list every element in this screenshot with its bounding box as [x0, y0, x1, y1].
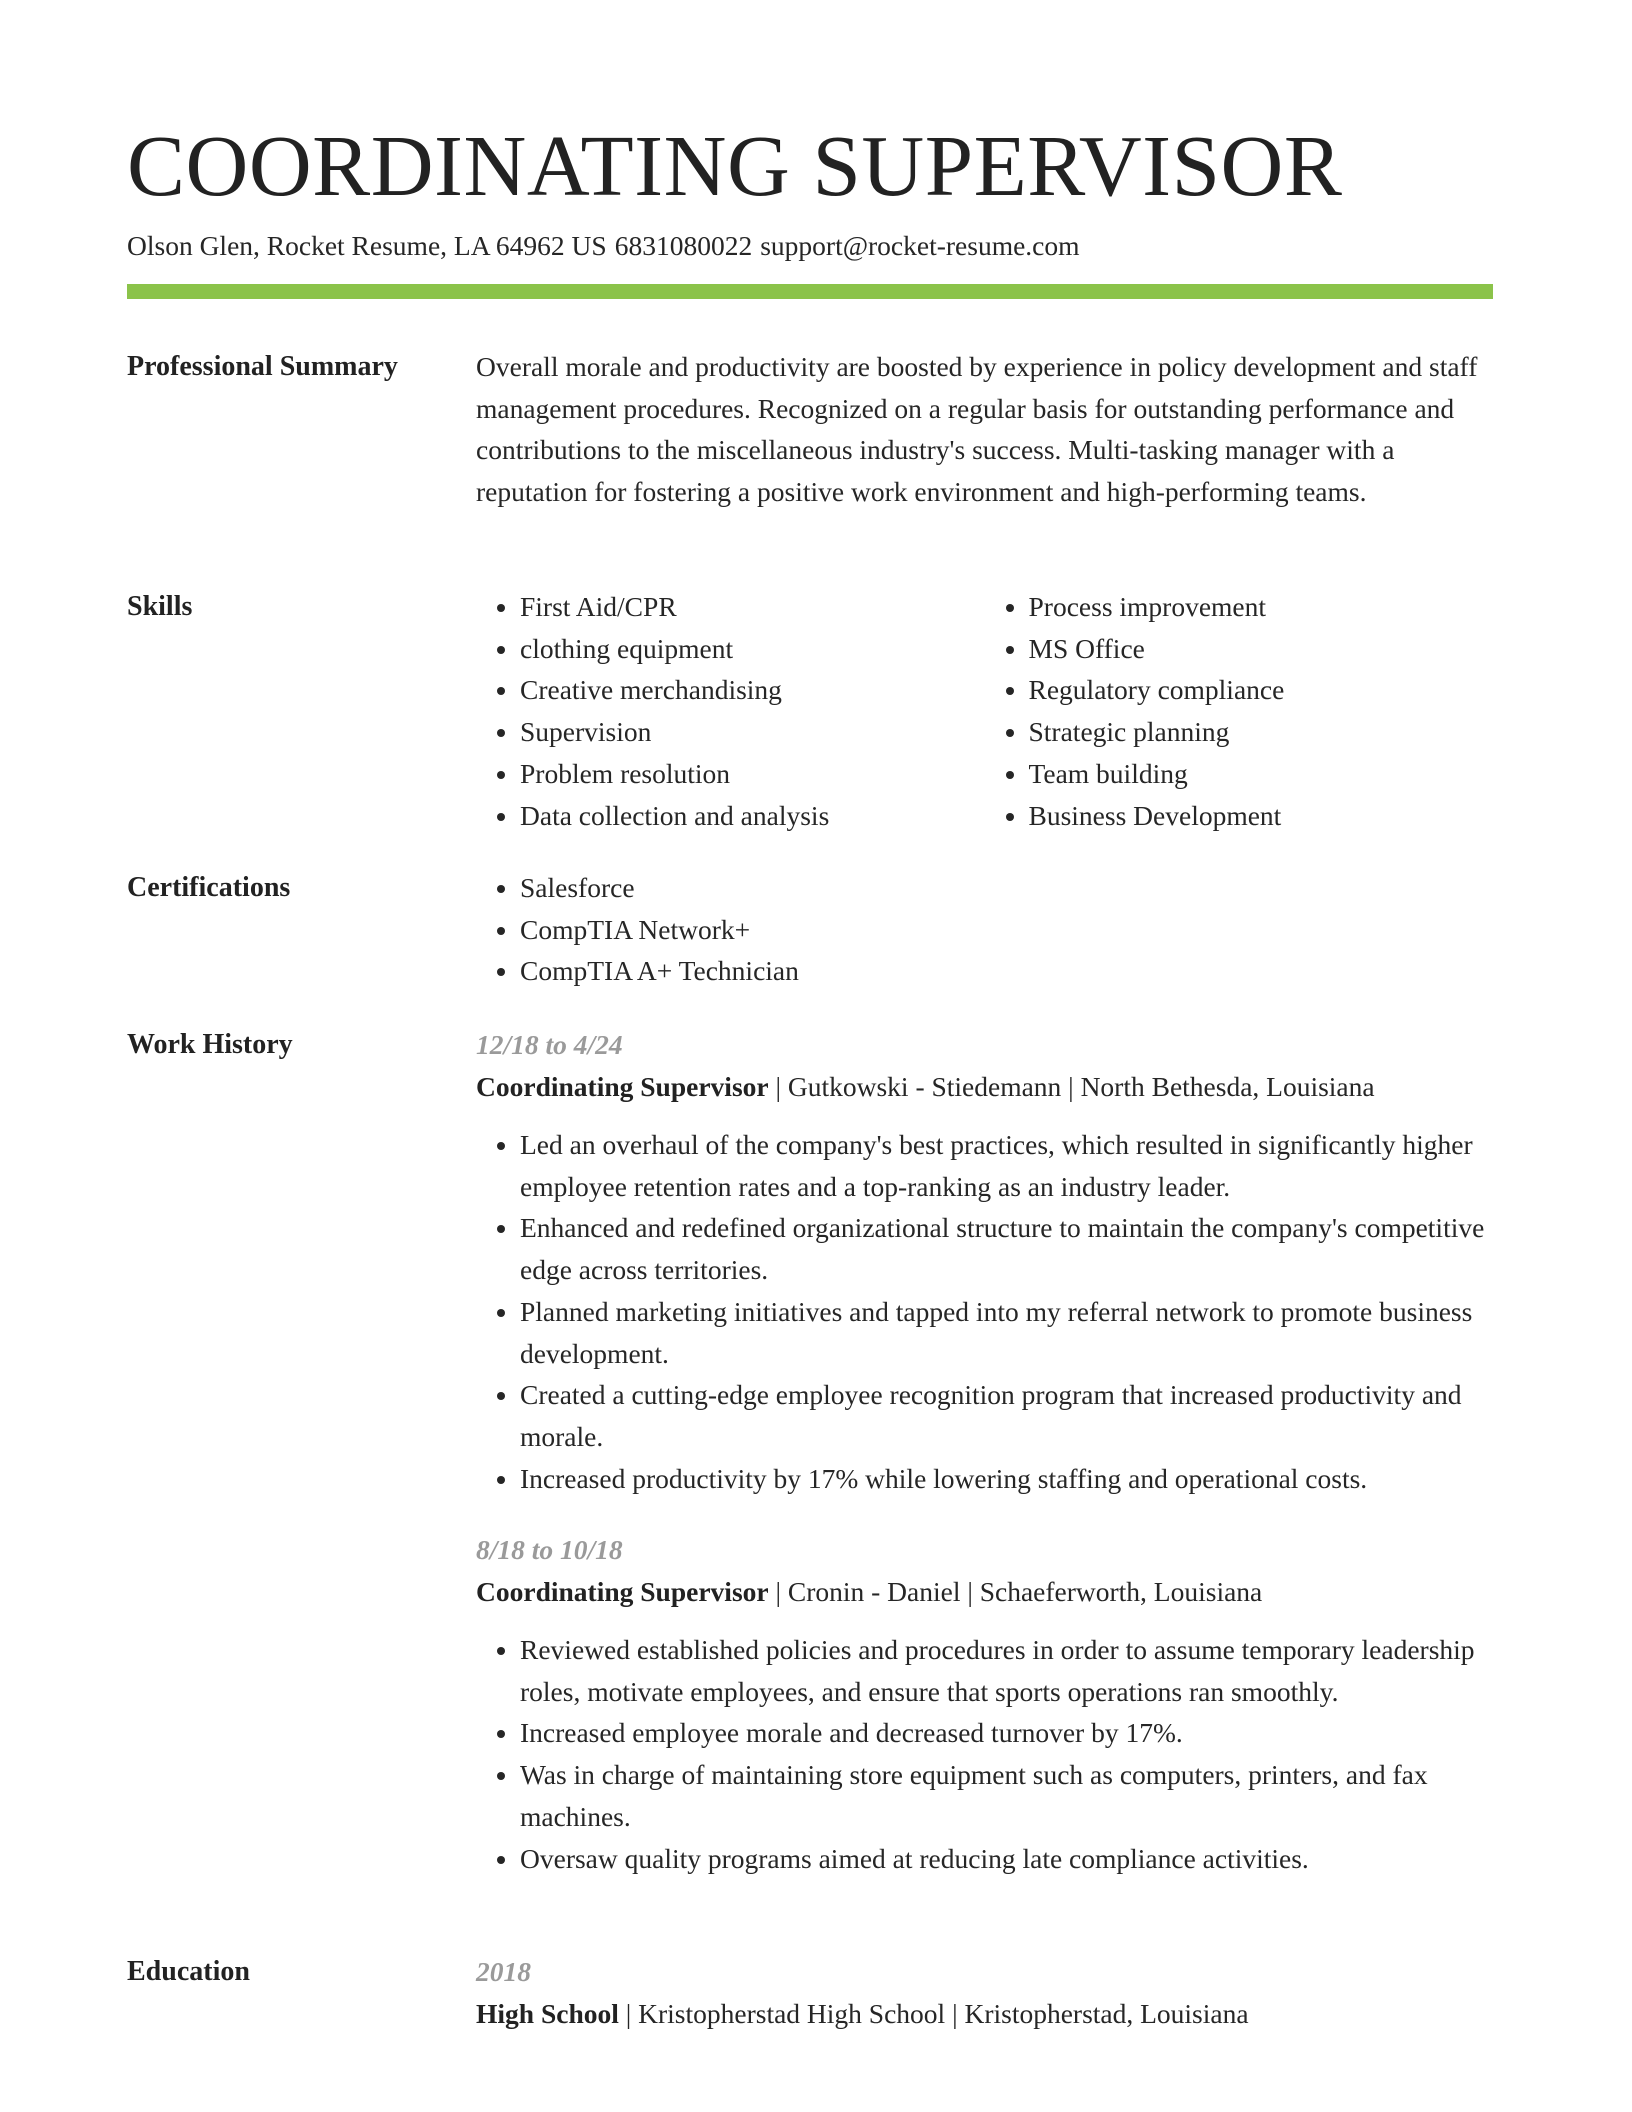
education-entry — [476, 1951, 1493, 2035]
job-title: Coordinating Supervisor — [476, 1071, 769, 1102]
skill-item: • Regulatory compliance — [1029, 669, 1494, 711]
certification-item: • CompTIA Network+ — [520, 909, 1493, 951]
job-heading — [476, 1571, 1493, 1613]
section-label-skills: Skills — [127, 591, 193, 622]
job-title: Coordinating Supervisor — [476, 1576, 769, 1607]
contact-email: support@rocket-resume.com — [760, 230, 1080, 261]
candidate-name: COORDINATING SUPERVISOR — [127, 117, 1343, 214]
skill-item: • Strategic planning — [1029, 711, 1494, 753]
job-bullet: • Enhanced and redefined organizational structure to maintain the company's competitive edge across territories. — [520, 1207, 1493, 1290]
contact-phone: 6831080022 — [614, 230, 753, 261]
education-details: | Kristopherstad High School | Kristopherstad, Louisiana — [625, 1998, 1249, 2029]
education-heading — [476, 1993, 1493, 2035]
job-bullet: • Increased employee morale and decreased turnover by 17%. — [520, 1712, 1493, 1754]
skill-item: • Data collection and analysis — [520, 795, 985, 837]
job-details: | Cronin - Daniel | Schaeferworth, Louisiana — [775, 1576, 1263, 1607]
section-label-work-history: Work History — [127, 1029, 293, 1060]
job-entry — [476, 1529, 1493, 1879]
summary-text: Overall morale and productivity are boosted by experience in policy development and staff management procedures. Recognized on a regular basis for outstanding performance and contributions to the miscellaneous industry's success. Multi-tasking manager with a reputation for fostering a positive work environment and high-performing teams. — [476, 351, 1478, 508]
skill-item: • Problem resolution — [520, 753, 985, 795]
section-label-summary: Professional Summary — [127, 351, 398, 382]
skill-item: • clothing equipment — [520, 628, 985, 670]
job-bullet: • Oversaw quality programs aimed at reducing late compliance activities. — [520, 1838, 1493, 1880]
certifications-body — [476, 867, 1493, 992]
skills-list-right — [985, 586, 1494, 836]
job-bullet: • Reviewed established policies and procedures in order to assume temporary leadership roles, motivate employees, and ensure that sports operations ran smoothly. — [520, 1629, 1493, 1712]
contact-line — [127, 230, 1080, 262]
skill-item: • Team building — [1029, 753, 1494, 795]
job-bullet-list — [476, 1629, 1493, 1879]
section-label-certifications: Certifications — [127, 872, 291, 903]
certification-item: • CompTIA A+ Technician — [520, 950, 1493, 992]
job-bullet: • Led an overhaul of the company's best practices, which resulted in significantly higher employee retention rates and a top-ranking as an industry leader. — [520, 1124, 1493, 1207]
skills-columns — [476, 586, 1493, 836]
job-bullet-list — [476, 1124, 1493, 1499]
header-divider — [127, 284, 1493, 299]
certification-item: • Salesforce — [520, 867, 1493, 909]
job-details: | Gutkowski - Stiedemann | North Bethesda, Louisiana — [775, 1071, 1375, 1102]
education-degree: High School — [476, 1998, 619, 2029]
skill-item: • Business Development — [1029, 795, 1494, 837]
skill-item: • Supervision — [520, 711, 985, 753]
job-heading — [476, 1066, 1493, 1108]
contact-address: Olson Glen, Rocket Resume, LA 64962 US — [127, 230, 607, 261]
job-bullet: • Created a cutting-edge employee recognition program that increased productivity and morale. — [520, 1374, 1493, 1457]
section-label-education: Education — [127, 1956, 250, 1987]
skill-item: • Process improvement — [1029, 586, 1494, 628]
education-year: 2018 — [476, 1956, 531, 1987]
job-bullet: • Was in charge of maintaining store equipment such as computers, printers, and fax machines. — [520, 1754, 1493, 1837]
skill-item: • Creative merchandising — [520, 669, 985, 711]
job-bullet: • Planned marketing initiatives and tapped into my referral network to promote business development. — [520, 1291, 1493, 1374]
job-dates: 12/18 to 4/24 — [476, 1029, 623, 1060]
job-bullet: • Increased productivity by 17% while lowering staffing and operational costs. — [520, 1458, 1493, 1500]
skill-item: • First Aid/CPR — [520, 586, 985, 628]
skill-item: • MS Office — [1029, 628, 1494, 670]
job-dates: 8/18 to 10/18 — [476, 1534, 623, 1565]
summary-body — [476, 346, 1493, 513]
skills-list-left — [476, 586, 985, 836]
job-entry — [476, 1024, 1493, 1499]
certifications-list — [476, 867, 1493, 992]
